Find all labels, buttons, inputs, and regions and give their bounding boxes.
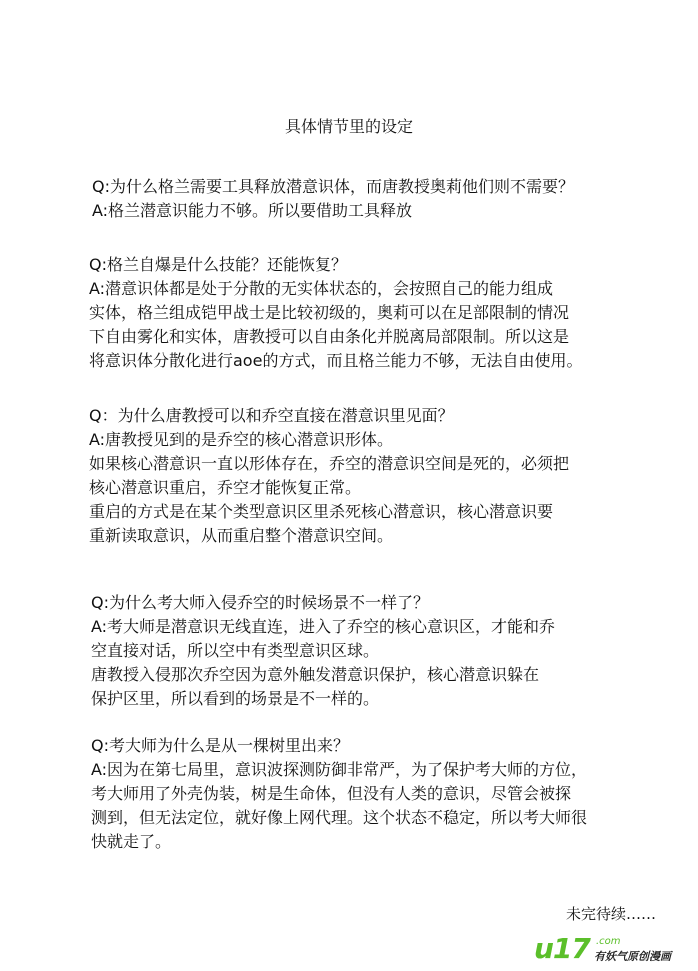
answer-line: 将意识体分散化进行aoe的方式，而且格兰能力不够，无法自由使用。 — [89, 351, 583, 370]
question-line: Q:为什么格兰需要工具释放潜意识体，而唐教授奥莉他们则不需要？ — [92, 177, 574, 196]
question-line: Q:考大师为什么是从一棵树里出来？ — [91, 736, 349, 755]
answer-line: 保护区里，所以看到的场景是不一样的。 — [91, 689, 380, 708]
logo-domain-text: .com — [596, 936, 621, 947]
answer-line: 如果核心潜意识一直以形体存在，乔空的潜意识空间是死的，必须把 — [89, 454, 570, 473]
answer-line: 实体，格兰组成铠甲战士是比较初级的，奥莉可以在足部限制的情况 — [89, 303, 570, 322]
answer-line: 核心潜意识重启，乔空才能恢复正常。 — [89, 478, 362, 497]
answer-line: A:因为在第七局里，意识波探测防御非常严，为了保护考大师的方位， — [91, 760, 588, 779]
answer-line: 重新读取意识，从而重启整个潜意识空间。 — [89, 526, 394, 545]
logo-brand-text: u17 — [534, 932, 590, 965]
question-line: Q:格兰自爆是什么技能？还能恢复？ — [89, 255, 347, 274]
u17-watermark-logo — [534, 934, 684, 966]
to-be-continued-label: 未完待续…… — [565, 905, 656, 923]
logo-slogan-text: 有妖气原创漫画 — [594, 950, 671, 963]
answer-line: 空直接对话，所以空中有类型意识区球。 — [91, 641, 380, 660]
question-line: Q:为什么考大师入侵乔空的时候场景不一样了？ — [91, 593, 429, 612]
answer-line: A:考大师是潜意识无线直连，进入了乔空的核心意识区，才能和乔 — [91, 617, 556, 636]
question-line: Q：为什么唐教授可以和乔空直接在潜意识里见面？ — [89, 406, 454, 425]
page-title: 具体情节里的设定 — [284, 117, 413, 136]
answer-line: 快就走了。 — [91, 832, 172, 851]
answer-line: A:格兰潜意识能力不够。所以要借助工具释放 — [92, 201, 413, 220]
answer-line: 下自由雾化和实体，唐教授可以自由条化并脱离局部限制。所以这是 — [89, 327, 570, 346]
answer-line: 重启的方式是在某个类型意识区里杀死核心潜意识，核心潜意识要 — [89, 502, 554, 521]
answer-line: 唐教授入侵那次乔空因为意外触发潜意识保护，核心潜意识躲在 — [91, 665, 540, 684]
answer-line: A:唐教授见到的是乔空的核心潜意识形体。 — [89, 430, 394, 449]
answer-line: A:潜意识体都是处于分散的无实体状态的，会按照自己的能力组成 — [89, 279, 554, 298]
answer-line: 测到，但无法定位，就好像上网代理。这个状态不稳定，所以考大师很 — [91, 808, 588, 827]
answer-line: 考大师用了外壳伪装，树是生命体，但没有人类的意识，尽管会被探 — [91, 784, 572, 803]
